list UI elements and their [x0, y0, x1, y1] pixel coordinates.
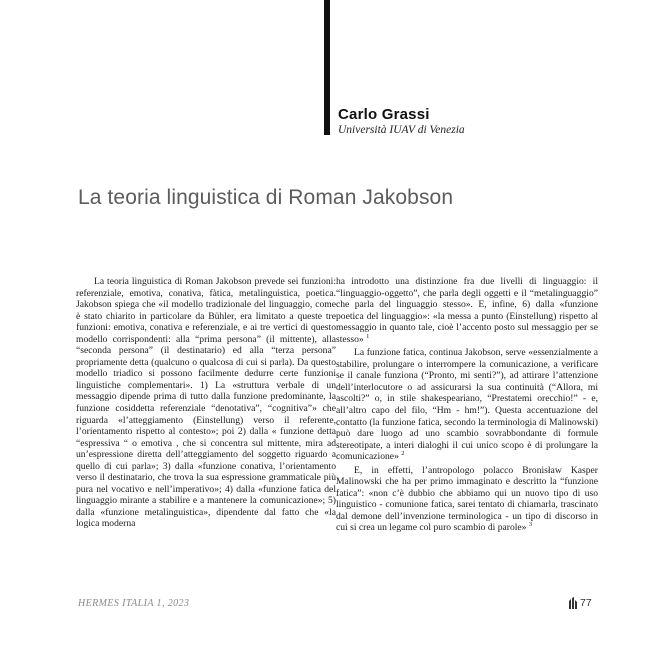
- journal-footer: HERMES ITALIA 1, 2023: [78, 598, 190, 609]
- paragraph-continuation-text: ha introdotto una distinzione fra due livelli di linguaggio: il “linguaggio-oggetto”, che parla degli oggetti e il “metalinguaggio” che parla del linguaggio stesso». E, infine, 6) dalla «funzione poetica del linguaggio»: «la messa a punto (Einstellung) rispetto al messaggio in quanto tale, cioè l’accento posto sul messaggio per se stesso»: [336, 276, 598, 345]
- paragraph-malinowski-text: E, in effetti, l’antropologo polacco Bronisław Kasper Malinowski che ha per primo immaginato e descritto la “funzione fatica”: «non c’è dubbio che abbiamo qui un nuovo tipo di uso linguistico - comunione fatica, sarei tentato di chiamarla, trascinato dal demone dell’invenzione terminologica - un tipo di discorso in cui si crea un legame col puro scambio di parole»: [336, 464, 598, 534]
- right-column: [336, 276, 598, 534]
- paragraph-continuation: [336, 276, 598, 345]
- author-name: Carlo Grassi: [338, 106, 430, 123]
- paragraph-functions: La teoria linguistica di Roman Jakobson prevede sei funzioni: referenziale, emotiva, conativa, fàtica, metalinguistica, poetica. Jakobson spiega che «il modello tradizionale del linguaggio, come è stato chiarito in particolare da Bühler, era limitato a queste tre funzioni: emotiva, conativa e referenziale, e ai tre vertici di questo modello corrispondenti: alla “prima persona” (il mittente), alla “seconda persona” (il destinatario) ed alla “terza persona” propriamente detta (qualcuno o qualcosa di cui si parla). Da questo modello triadico si possono facilmente dedurre certe funzioni linguistiche complementari». 1) La «struttura verbale di un messaggio dipende prima di tutto dalla funzione predominante, la funzione cosiddetta referenziale “denotativa”, “cognitiva”» che riguarda «l’atteggiamento (Einstellung) verso il referente, l’orientamento rispetto al contesto»; poi 2) dalla « funzione detta “espressiva “ o emotiva , che si concentra sul mittente, mira ad un’espressione diretta dell’atteggiamento del soggetto riguardo a quello di cui parla»; 3) dalla «funzione conativa, l’orientamento verso il destinatario, che trova la sua espressione grammaticale più pura nel vocativo e nell’imperativo»; 4) dalla «funzione fatica del linguaggio mirante a stabilire e a mantenere la comunicazione»; 5) dalla «funzione metalinguistica», dipendente dal fatto che «la logica moderna: [76, 276, 336, 530]
- journal-logo-icon: [567, 596, 579, 610]
- header-vertical-rule: [324, 0, 330, 135]
- page-number: 77: [580, 597, 592, 609]
- footnote-ref-1[interactable]: 1: [366, 332, 370, 340]
- footnote-ref-2[interactable]: 2: [401, 450, 405, 458]
- author-affiliation: Università IUAV di Venezia: [338, 124, 465, 136]
- paragraph-phatic-function: [336, 347, 598, 462]
- article-title: La teoria linguistica di Roman Jakobson: [78, 186, 454, 209]
- paragraph-malinowski: [336, 465, 598, 534]
- paragraph-phatic-text: La funzione fatica, continua Jakobson, serve «essenzialmente a stabilire, prolungare o interrompere la comunicazione, a verificare se il canale funziona (“Pronto, mi senti?”), ad attirare l’attenzione dell’interlocutore o ad assicurarsi la sua continuità (“Allora, mi ascolti?” o, in stile shakespeariano, “Prestatemi orecchio!” - e, all’altro capo del filo, “Hm - hm!”). Questa accentuazione del contatto (la funzione fatica, secondo la terminologia di Malinowski) può dare luogo ad uno scambio sovrabbondante di formule stereotipate, a interi dialoghi il cui unico scopo è di prolungare la comunicazione»: [336, 347, 598, 463]
- footnote-ref-3[interactable]: 3: [528, 521, 533, 529]
- left-column: [76, 276, 336, 530]
